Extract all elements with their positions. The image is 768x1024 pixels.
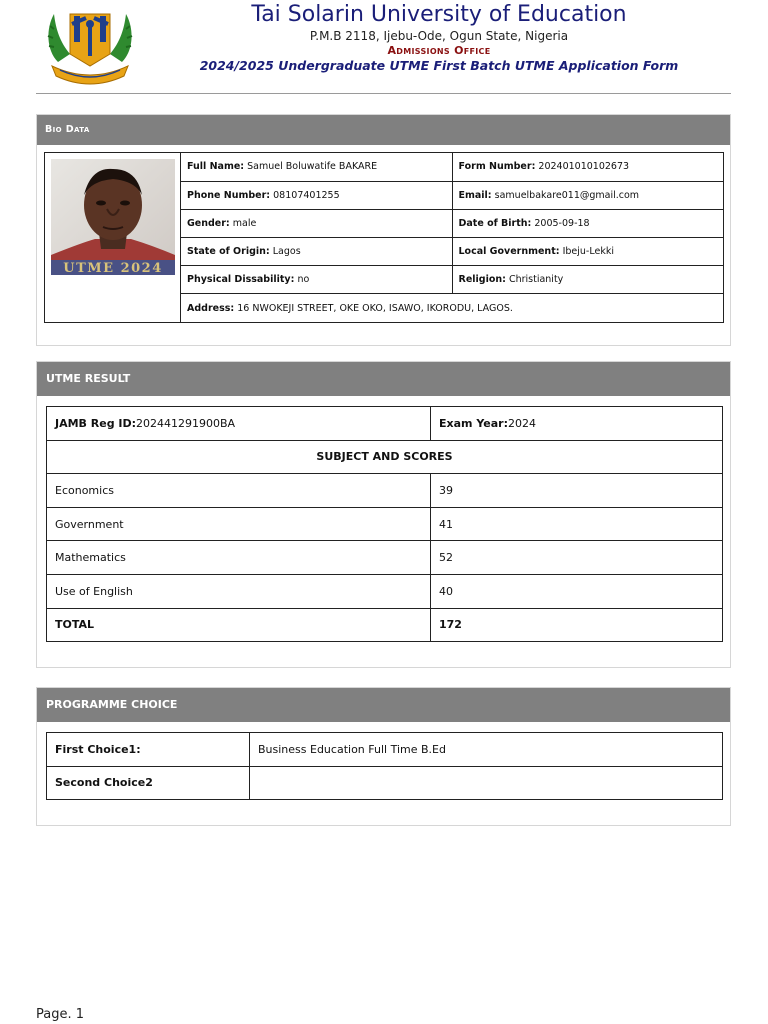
subject-score: 39 (431, 474, 723, 508)
gender-cell (181, 209, 452, 237)
religion-value: Christianity (508, 274, 564, 286)
document-header (150, 0, 728, 74)
form-number-value: 202401010102673 (538, 161, 630, 173)
state-cell (181, 238, 452, 266)
email-cell (452, 181, 723, 209)
religion-cell (452, 266, 723, 294)
subject-row (47, 507, 723, 541)
address-cell (181, 294, 723, 322)
state-value: Lagos (272, 246, 301, 258)
lga-value: Ibeju-Lekki (562, 246, 614, 258)
programme-choice-table (46, 732, 723, 800)
subject-score: 41 (431, 507, 723, 541)
dob-value: 2005-09-18 (534, 217, 590, 229)
email-label: Email: (458, 189, 492, 201)
page-number: Page. 1 (36, 1007, 85, 1022)
jamb-reg-value: 202441291900BA (136, 416, 236, 430)
programme-choice-title: PROGRAMME CHOICE (37, 688, 730, 722)
photo-watermark: UTME 2024 (63, 261, 163, 275)
subject-row (47, 574, 723, 608)
disability-cell (181, 266, 452, 294)
total-label: TOTAL (47, 608, 431, 642)
passport-photo (51, 159, 175, 275)
full-name-cell (181, 153, 452, 181)
form-number-cell (452, 153, 723, 181)
religion-label: Religion: (458, 274, 506, 286)
utme-result-table (46, 406, 723, 642)
university-address: P.M.B 2118, Ijebu-Ode, Ogun State, Nigeria (309, 29, 569, 43)
phone-label: Phone Number: (187, 189, 271, 201)
photo-cell (45, 153, 181, 322)
disability-label: Physical Dissability: (187, 274, 295, 286)
gender-value: male (232, 217, 257, 229)
lga-label: Local Government: (458, 246, 560, 258)
phone-value: 08107401255 (273, 189, 340, 201)
bio-data-title: Bio Data (37, 115, 730, 145)
second-choice-label: Second Choice2 (47, 766, 250, 800)
subject-name: Use of English (47, 574, 431, 608)
subject-name: Economics (47, 474, 431, 508)
bio-data-panel (36, 114, 731, 346)
phone-cell (181, 181, 452, 209)
exam-year-label: Exam Year: (439, 416, 508, 430)
jamb-reg-cell (47, 407, 431, 441)
gender-label: Gender: (187, 217, 230, 229)
address-label: Address: (187, 302, 235, 314)
state-label: State of Origin: (187, 246, 270, 258)
total-value: 172 (431, 608, 723, 642)
full-name-value: Samuel Boluwatife BAKARE (247, 161, 378, 173)
total-row (47, 608, 723, 642)
first-choice-label: First Choice1: (47, 733, 250, 767)
dob-cell (452, 209, 723, 237)
subject-score: 40 (431, 574, 723, 608)
lga-cell (452, 238, 723, 266)
disability-value: no (297, 274, 310, 286)
subject-name: Government (47, 507, 431, 541)
utme-result-title: UTME RESULT (37, 362, 730, 396)
full-name-label: Full Name: (187, 161, 245, 173)
subjects-header: SUBJECT AND SCORES (47, 440, 723, 474)
header-divider (36, 93, 731, 94)
exam-year-value: 2024 (508, 416, 536, 430)
subject-row (47, 474, 723, 508)
programme-choice-panel (36, 687, 731, 826)
bio-data-box (44, 152, 724, 323)
subject-score: 52 (431, 541, 723, 575)
second-choice-value (250, 766, 723, 800)
university-name: Tai Solarin University of Education (251, 2, 627, 27)
email-value: samuelbakare011@gmail.com (494, 189, 640, 201)
first-choice-value: Business Education Full Time B.Ed (250, 733, 723, 767)
dob-label: Date of Birth: (458, 217, 532, 229)
bio-data-table (181, 153, 723, 322)
utme-result-panel (36, 361, 731, 668)
jamb-reg-label: JAMB Reg ID: (55, 416, 137, 430)
exam-year-cell (431, 407, 723, 441)
university-logo (40, 4, 140, 94)
address-value: 16 NWOKEJI STREET, OKE OKO, ISAWO, IKORODU, LAGOS. (237, 302, 513, 314)
subject-row (47, 541, 723, 575)
form-title: 2024/2025 Undergraduate UTME First Batch UTME Application Form (199, 58, 679, 73)
admissions-office: Admissions Office (387, 44, 491, 57)
form-number-label: Form Number: (458, 161, 536, 173)
subject-name: Mathematics (47, 541, 431, 575)
